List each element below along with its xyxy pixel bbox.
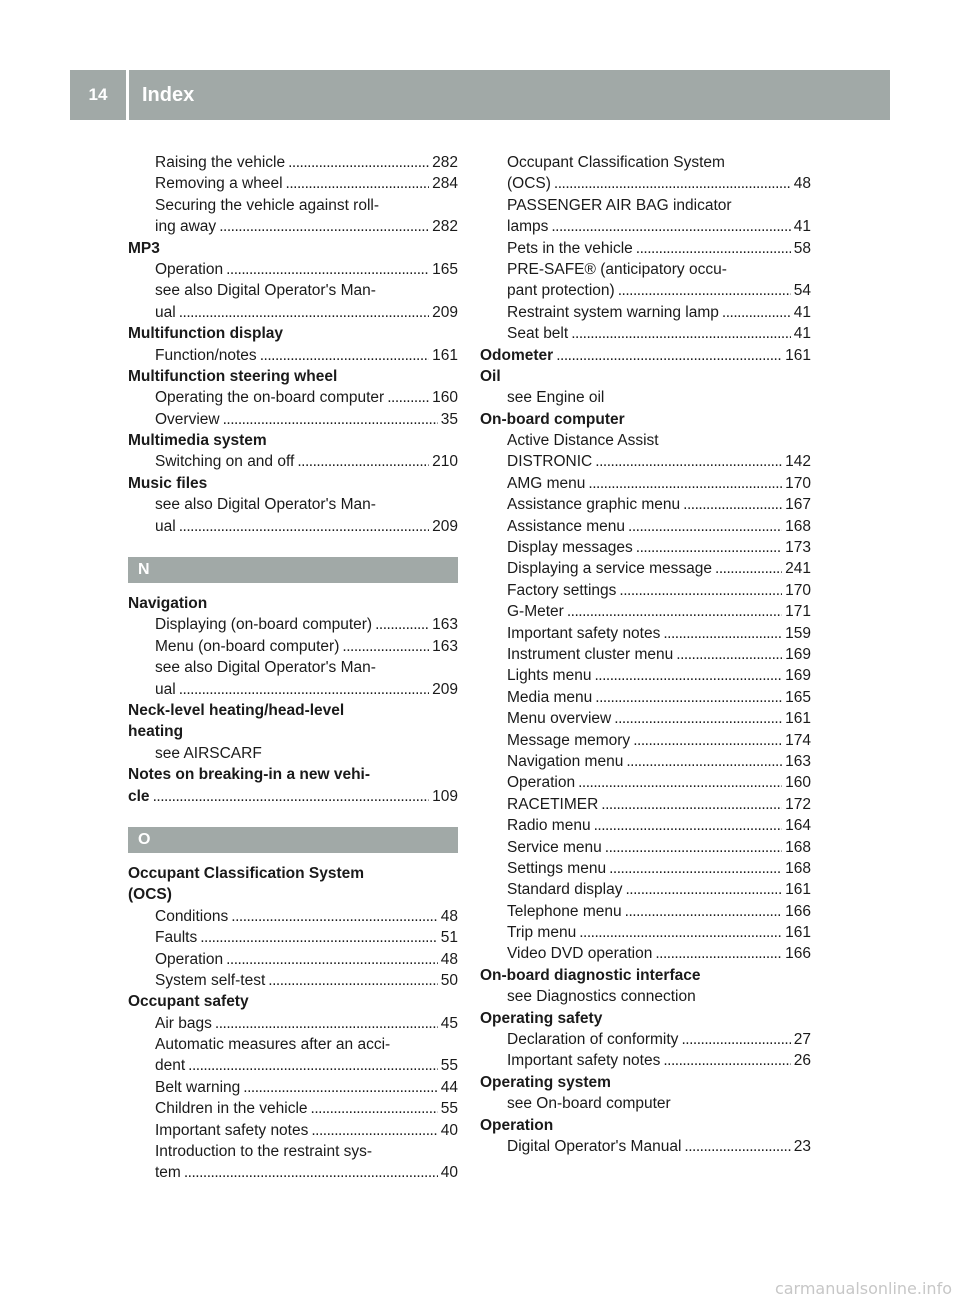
page-reference[interactable]: 169 — [785, 645, 811, 663]
dot-leader — [342, 636, 429, 657]
index-sub-entry — [480, 1029, 811, 1050]
index-sub-entry: Automatic measures after an acci- — [155, 1036, 391, 1054]
entry-label: Displaying (on-board computer) — [155, 616, 373, 634]
letter-heading: O — [128, 827, 458, 853]
index-main-entry: MP3 — [128, 239, 160, 257]
index-sub-entry — [128, 614, 458, 635]
index-main-entry — [480, 345, 811, 366]
index-column-left — [128, 152, 458, 1184]
entry-label: ual — [155, 680, 176, 698]
index-sub-entry — [480, 901, 811, 922]
index-sub-entry — [480, 943, 811, 964]
page-reference[interactable]: 27 — [793, 1031, 811, 1049]
index-sub-entry — [480, 815, 811, 836]
index-sub-entry — [480, 1050, 811, 1071]
index-sub-entry — [480, 837, 811, 858]
page-reference[interactable]: 282 — [432, 154, 458, 171]
index-sub-entry — [480, 623, 811, 644]
index-sub-entry — [480, 644, 811, 665]
entry-label: Removing a wheel — [155, 175, 283, 193]
header-divider — [126, 70, 129, 120]
dot-leader — [184, 1162, 438, 1183]
index-sub-entry — [480, 665, 811, 686]
index-sub-entry: see AIRSCARF — [155, 744, 262, 762]
page-reference[interactable]: 282 — [432, 218, 458, 236]
page-reference[interactable]: 163 — [785, 752, 811, 770]
index-sub-entry — [128, 636, 458, 657]
index-sub-entry — [480, 708, 811, 729]
page-reference[interactable]: 160 — [785, 774, 811, 792]
entry-label: Function/notes — [155, 346, 257, 364]
dot-leader — [311, 1120, 437, 1141]
index-sub-entry — [480, 238, 811, 259]
index-sub-entry: Introduction to the restraint sys- — [155, 1143, 373, 1161]
page-reference[interactable]: 41 — [793, 325, 811, 343]
entry-label: Conditions — [155, 907, 229, 925]
dot-leader — [179, 302, 429, 323]
dot-leader — [387, 387, 429, 408]
index-main-entry: Music files — [128, 474, 208, 492]
index-sub-entry — [128, 387, 458, 408]
page-reference[interactable]: 209 — [432, 303, 458, 321]
index-sub-entry: Occupant Classification System — [507, 154, 725, 171]
page-reference[interactable]: 166 — [785, 902, 811, 920]
index-sub-entry — [480, 751, 811, 772]
index-sub-entry — [480, 858, 811, 879]
index-main-entry: Operation — [480, 1116, 554, 1134]
entry-label: DISTRONIC — [507, 453, 593, 471]
dot-leader — [676, 644, 782, 665]
page-reference[interactable]: 163 — [432, 637, 458, 655]
entry-label: Odometer — [480, 346, 554, 364]
dot-leader — [243, 1077, 437, 1098]
index-sub-entry — [480, 537, 811, 558]
index-sub-entry: see Engine oil — [507, 389, 605, 407]
index-sub-entry — [480, 730, 811, 751]
index-sub-entry — [128, 152, 458, 173]
index-sub-entry — [128, 259, 458, 280]
index-sub-entry — [480, 302, 811, 323]
dot-leader — [633, 730, 782, 751]
page-reference[interactable]: 51 — [440, 929, 458, 947]
page-reference[interactable]: 169 — [785, 667, 811, 685]
page-reference[interactable]: 40 — [440, 1164, 458, 1182]
index-main-entry: Multifunction steering wheel — [128, 367, 338, 385]
dot-leader — [188, 1055, 438, 1076]
index-sub-entry — [128, 1162, 458, 1183]
page-reference[interactable]: 165 — [785, 688, 811, 706]
entry-label: Seat belt — [507, 325, 569, 343]
page-reference[interactable]: 163 — [432, 616, 458, 634]
page-reference[interactable]: 164 — [785, 817, 811, 835]
index-main-entry: Notes on breaking-in a new vehi- — [128, 766, 371, 784]
entry-label: Navigation menu — [507, 752, 624, 770]
dot-leader — [226, 259, 429, 280]
entry-label: G-Meter — [507, 603, 564, 621]
entry-label: Important safety notes — [507, 1052, 661, 1070]
dot-leader — [571, 323, 791, 344]
dot-leader — [153, 786, 430, 807]
index-column-right — [480, 152, 811, 1157]
dot-leader — [219, 216, 429, 237]
entry-label: pant protection) — [507, 282, 615, 300]
index-main-entry: Occupant safety — [128, 993, 249, 1011]
dot-leader — [223, 409, 438, 430]
index-sub-entry — [128, 1098, 458, 1119]
dot-leader — [588, 473, 782, 494]
entry-label: Service menu — [507, 838, 602, 856]
index-sub-entry: Securing the vehicle against roll- — [155, 196, 380, 214]
index-sub-entry — [480, 173, 811, 194]
dot-leader — [619, 580, 782, 601]
entry-label: AMG menu — [507, 474, 586, 492]
dot-leader — [601, 794, 782, 815]
index-main-entry: Oil — [480, 367, 501, 385]
index-sub-entry: Active Distance Assist — [507, 432, 659, 450]
dot-leader — [618, 280, 791, 301]
entry-label: Factory settings — [507, 581, 617, 599]
index-sub-entry: PASSENGER AIR BAG indicator — [507, 196, 732, 214]
page-reference[interactable]: 23 — [793, 1137, 811, 1155]
entry-label: Operation — [155, 950, 224, 968]
dot-leader — [722, 302, 791, 323]
dot-leader — [628, 516, 782, 537]
index-sub-entry: see Diagnostics connection — [507, 988, 696, 1006]
entry-label: (OCS) — [507, 175, 551, 193]
page-reference[interactable]: 210 — [432, 453, 458, 471]
entry-label: Switching on and off — [155, 453, 295, 471]
index-main-entry: heating — [128, 723, 184, 741]
dot-leader — [684, 1136, 790, 1157]
entry-label: dent — [155, 1057, 186, 1075]
index-main-entry: Multimedia system — [128, 432, 267, 450]
index-sub-entry — [480, 922, 811, 943]
entry-label: Radio menu — [507, 817, 591, 835]
watermark: carmanualsonline.info — [774, 1279, 952, 1298]
index-sub-entry: see On-board computer — [507, 1095, 671, 1113]
page-reference[interactable]: 35 — [440, 410, 458, 428]
index-sub-entry — [480, 323, 811, 344]
page-reference[interactable]: 172 — [785, 795, 811, 813]
dot-leader — [626, 751, 782, 772]
entry-label: Displaying a service message — [507, 560, 713, 578]
dot-leader — [226, 949, 438, 970]
page-reference[interactable]: 161 — [785, 881, 811, 899]
index-sub-entry — [128, 949, 458, 970]
index-main-entry: On-board diagnostic interface — [480, 966, 701, 984]
dot-leader — [663, 623, 782, 644]
index-sub-entry — [480, 451, 811, 472]
dot-leader — [594, 815, 783, 836]
page-reference[interactable]: 142 — [785, 453, 811, 471]
index-main-entry: Operating safety — [480, 1009, 603, 1027]
entry-label: ual — [155, 517, 176, 535]
entry-label: Assistance graphic menu — [507, 496, 681, 514]
entry-label: Assistance menu — [507, 517, 626, 535]
dot-leader — [614, 708, 782, 729]
dot-leader — [636, 537, 782, 558]
page-reference[interactable]: 161 — [785, 710, 811, 728]
index-main-entry: Occupant Classification System — [128, 864, 365, 882]
entry-label: Operation — [507, 774, 576, 792]
index-sub-entry — [480, 216, 811, 237]
index-sub-entry — [128, 173, 458, 194]
dot-leader — [578, 772, 782, 793]
index-sub-entry — [480, 794, 811, 815]
page-reference[interactable]: 171 — [785, 603, 811, 621]
dot-leader — [260, 345, 429, 366]
index-sub-entry — [128, 409, 458, 430]
entry-label: Operation — [155, 260, 224, 278]
entry-label: Media menu — [507, 688, 593, 706]
entry-label: Message memory — [507, 731, 631, 749]
page-reference[interactable]: 161 — [785, 924, 811, 942]
page-reference[interactable]: 174 — [785, 731, 811, 749]
entry-label: Settings menu — [507, 859, 607, 877]
entry-label: Overview — [155, 410, 220, 428]
dot-leader — [297, 451, 429, 472]
index-main-entry: Multifunction display — [128, 325, 283, 343]
index-sub-entry — [480, 280, 811, 301]
index-sub-entry — [128, 1120, 458, 1141]
page-reference[interactable]: 26 — [793, 1052, 811, 1070]
index-sub-entry — [128, 906, 458, 927]
dot-leader — [231, 906, 438, 927]
index-sub-entry: see also Digital Operator's Man- — [155, 496, 376, 514]
page-reference[interactable]: 209 — [432, 517, 458, 535]
index-sub-entry — [128, 1013, 458, 1034]
page-reference[interactable]: 173 — [785, 539, 811, 557]
index-sub-entry — [128, 451, 458, 472]
dot-leader — [594, 665, 782, 686]
dot-leader — [595, 451, 782, 472]
entry-label: RACETIMER — [507, 795, 599, 813]
dot-leader — [663, 1050, 790, 1071]
entry-label: Children in the vehicle — [155, 1100, 308, 1118]
index-sub-entry — [128, 516, 458, 537]
entry-label: Air bags — [155, 1014, 212, 1032]
entry-label: Pets in the vehicle — [507, 239, 633, 257]
index-main-entry — [128, 786, 458, 807]
entry-label: System self-test — [155, 971, 266, 989]
section-title: Index — [142, 83, 195, 106]
index-sub-entry — [128, 1055, 458, 1076]
entry-label: lamps — [507, 218, 549, 236]
dot-leader — [683, 494, 782, 515]
dot-leader — [200, 927, 438, 948]
dot-leader — [268, 970, 438, 991]
entry-label: Faults — [155, 929, 198, 947]
dot-leader — [375, 614, 429, 635]
dot-leader — [286, 173, 430, 194]
dot-leader — [609, 858, 782, 879]
entry-label: Standard display — [507, 881, 623, 899]
entry-label: Belt warning — [155, 1078, 241, 1096]
page-reference[interactable]: 168 — [785, 517, 811, 535]
entry-label: Menu overview — [507, 710, 612, 728]
page-reference[interactable]: 241 — [785, 560, 811, 578]
index-main-entry: Neck-level heating/head-level — [128, 701, 345, 719]
entry-label: Operating the on-board computer — [155, 389, 385, 407]
entry-label: Important safety notes — [155, 1121, 309, 1139]
index-main-entry: Navigation — [128, 595, 208, 613]
page-reference[interactable]: 55 — [440, 1057, 458, 1075]
page-reference[interactable]: 284 — [432, 175, 458, 193]
index-main-entry: Operating system — [480, 1073, 611, 1091]
page-reference[interactable]: 41 — [793, 303, 811, 321]
page-reference[interactable]: 209 — [432, 680, 458, 698]
dot-leader — [579, 922, 782, 943]
dot-leader — [179, 679, 429, 700]
page-reference[interactable]: 48 — [793, 175, 811, 193]
page-reference[interactable]: 159 — [785, 624, 811, 642]
page-reference[interactable]: 44 — [440, 1078, 458, 1096]
page-reference[interactable]: 48 — [440, 907, 458, 925]
dot-leader — [288, 152, 429, 173]
entry-label: Declaration of conformity — [507, 1031, 679, 1049]
dot-leader — [567, 601, 782, 622]
dot-leader — [625, 879, 782, 900]
entry-label: Display messages — [507, 539, 633, 557]
page-reference[interactable]: 161 — [432, 346, 458, 364]
entry-label: Important safety notes — [507, 624, 661, 642]
index-sub-entry — [128, 927, 458, 948]
dot-leader — [554, 173, 791, 194]
dot-leader — [605, 837, 782, 858]
page-number: 14 — [88, 85, 108, 104]
page-reference[interactable]: 109 — [432, 787, 458, 805]
entry-label: Telephone menu — [507, 902, 622, 920]
entry-label: Digital Operator's Manual — [507, 1137, 682, 1155]
dot-leader — [625, 901, 783, 922]
index-sub-entry — [480, 558, 811, 579]
entry-label: Restraint system warning lamp — [507, 303, 719, 321]
dot-leader — [595, 687, 782, 708]
index-main-entry: On-board computer — [480, 410, 625, 428]
page-reference[interactable]: 166 — [785, 945, 811, 963]
page-reference[interactable]: 40 — [440, 1121, 458, 1139]
index-sub-entry — [480, 1136, 811, 1157]
entry-label: Video DVD operation — [507, 945, 653, 963]
page-reference[interactable]: 160 — [432, 389, 458, 407]
page-reference[interactable]: 58 — [793, 239, 811, 257]
index-sub-entry — [480, 494, 811, 515]
index-sub-entry — [128, 216, 458, 237]
index-sub-entry — [128, 970, 458, 991]
page-reference[interactable]: 161 — [785, 346, 811, 364]
page-reference[interactable]: 168 — [785, 859, 811, 877]
page-reference[interactable]: 41 — [793, 218, 811, 236]
dot-leader — [311, 1098, 438, 1119]
dot-leader — [715, 558, 782, 579]
entry-label: Menu (on-board computer) — [155, 637, 340, 655]
letter-heading: N — [128, 557, 458, 583]
dot-leader — [681, 1029, 790, 1050]
index-sub-entry — [480, 772, 811, 793]
entry-label: Instrument cluster menu — [507, 645, 674, 663]
entry-label: Lights menu — [507, 667, 592, 685]
entry-label: Trip menu — [507, 924, 577, 942]
index-sub-entry: see also Digital Operator's Man- — [155, 659, 376, 677]
page-reference[interactable]: 170 — [785, 474, 811, 492]
index-sub-entry — [480, 601, 811, 622]
entry-label: Raising the vehicle — [155, 154, 286, 171]
page-reference[interactable]: 54 — [793, 282, 811, 300]
dot-leader — [551, 216, 790, 237]
index-sub-entry — [480, 473, 811, 494]
dot-leader — [636, 238, 791, 259]
dot-leader — [179, 516, 429, 537]
dot-leader — [655, 943, 782, 964]
page-reference[interactable]: 165 — [432, 260, 458, 278]
index-sub-entry: PRE-SAFE® (anticipatory occu- — [507, 260, 727, 278]
entry-label: ual — [155, 303, 176, 321]
dot-leader — [556, 345, 782, 366]
index-sub-entry — [128, 1077, 458, 1098]
page-header — [70, 70, 890, 120]
page-reference[interactable]: 48 — [440, 950, 458, 968]
index-sub-entry — [128, 345, 458, 366]
page-reference[interactable]: 55 — [440, 1100, 458, 1118]
page-reference[interactable]: 45 — [440, 1014, 458, 1032]
index-sub-entry — [128, 679, 458, 700]
page-reference[interactable]: 50 — [440, 971, 458, 989]
entry-label: cle — [128, 787, 150, 805]
index-sub-entry: see also Digital Operator's Man- — [155, 282, 376, 300]
page-reference[interactable]: 168 — [785, 838, 811, 856]
entry-label: ing away — [155, 218, 217, 236]
page-reference[interactable]: 170 — [785, 581, 811, 599]
dot-leader — [215, 1013, 438, 1034]
index-sub-entry — [480, 879, 811, 900]
index-sub-entry — [480, 580, 811, 601]
index-sub-entry — [480, 687, 811, 708]
page-reference[interactable]: 167 — [785, 496, 811, 514]
index-sub-entry — [128, 302, 458, 323]
index-main-entry: (OCS) — [128, 886, 172, 904]
index-sub-entry — [480, 516, 811, 537]
entry-label: tem — [155, 1164, 181, 1182]
